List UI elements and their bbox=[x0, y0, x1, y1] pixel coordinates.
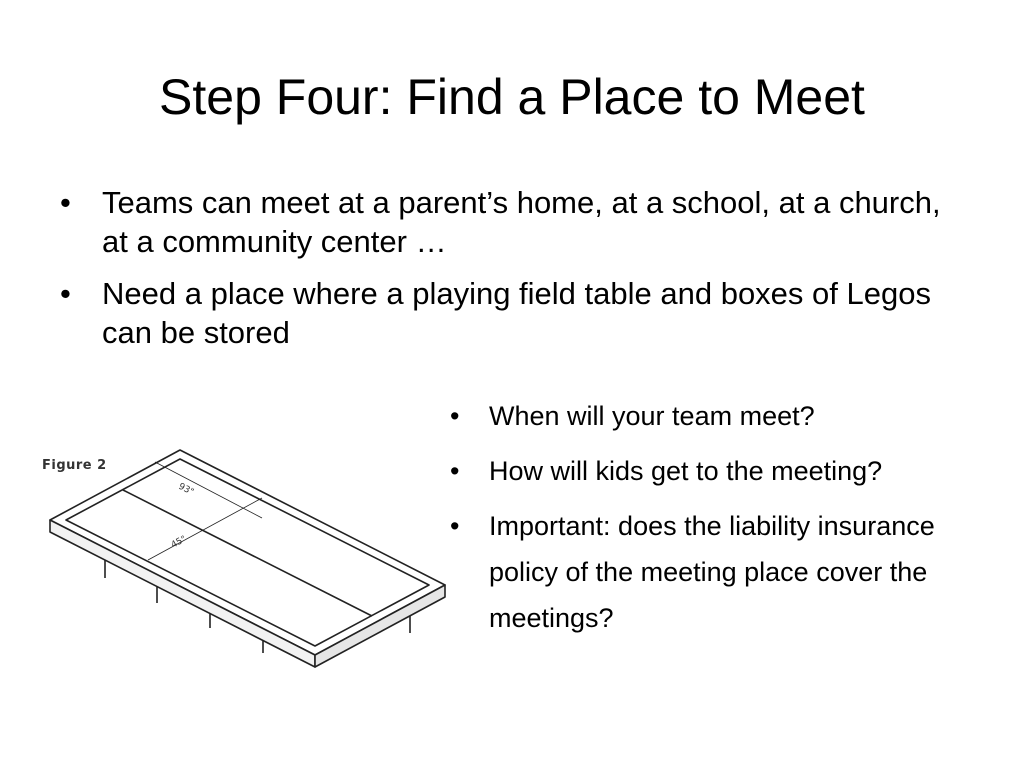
side-bullet-item bbox=[450, 503, 1010, 641]
bullet-marker: • bbox=[60, 185, 71, 220]
bullet-marker: • bbox=[450, 511, 460, 541]
bullet-marker: • bbox=[60, 276, 71, 311]
bullet-marker: • bbox=[450, 456, 460, 486]
table-figure bbox=[30, 440, 450, 675]
side-bullet-item bbox=[450, 448, 1010, 494]
side-bullet-text: Important: does the liability insurance policy of the meeting place cover the meetings? bbox=[489, 511, 935, 633]
side-bullet-item bbox=[450, 393, 1010, 439]
main-bullet-item bbox=[60, 274, 960, 352]
side-bullet-text: How will kids get to the meeting? bbox=[489, 456, 883, 486]
figure-label: Figure 2 bbox=[42, 458, 107, 473]
dimension-label-short: 45" bbox=[169, 534, 189, 551]
main-bullet-list bbox=[60, 183, 960, 365]
main-bullet-text: Teams can meet at a parent’s home, at a school, at a church, at a community center … bbox=[102, 185, 941, 259]
slide-title: Step Four: Find a Place to Meet bbox=[159, 69, 865, 125]
main-bullet-text: Need a place where a playing field table and boxes of Legos can be stored bbox=[102, 276, 931, 350]
side-bullet-list bbox=[450, 393, 1010, 650]
playing-field-table-drawing bbox=[30, 440, 450, 675]
bullet-marker: • bbox=[450, 401, 460, 431]
dimension-label-long: 93" bbox=[176, 481, 196, 498]
side-bullet-text: When will your team meet? bbox=[489, 401, 815, 431]
main-bullet-item bbox=[60, 183, 960, 261]
